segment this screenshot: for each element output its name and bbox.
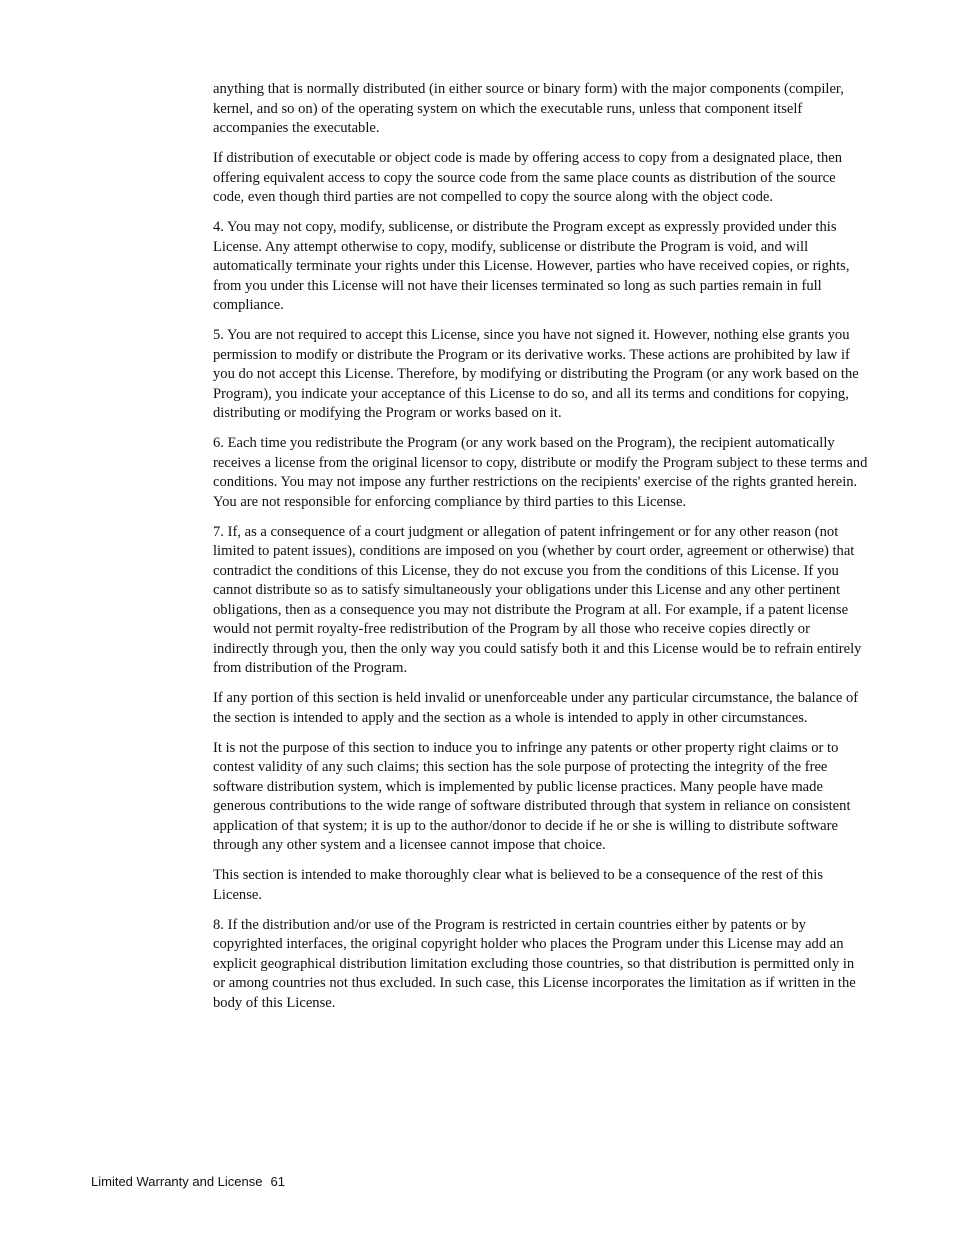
- paragraph-section-7-purpose: It is not the purpose of this section to induce you to infringe any patents or other property right claims or to contest validity of any such claims; this section has the sole purpose of protecting the integrity of the free software distribution system, which is implemented by public license practices. Many people have made generous contributions to the wide range of software distributed through that system in reliance on consistent application of that system; it is up to the author/donor to decide if he or she is willing to distribute software through any other system and a licensee cannot impose that choice.: [213, 739, 851, 853]
- paragraph-continuation: anything that is normally distributed (in either source or binary form) with the major components (compiler, kernel, and so on) of the operating system on which the executable runs, unless that component itself accompanies the executable.: [213, 81, 844, 136]
- paragraph-object-code-distribution: If distribution of executable or object code is made by offering access to copy from a designated place, then offering equivalent access to copy the source code from the same place counts as distribution of the source code, even though third parties are not compelled to copy the source along with the object code.: [213, 150, 843, 205]
- paragraph-section-7: 7. If, as a consequence of a court judgment or allegation of patent infringement or for any other reason (not limited to patent issues), conditions are imposed on you (whether by court order, agreement or otherwise) that contradict the conditions of this License, they do not excuse you from the conditions of this License. If you cannot distribute so as to satisfy simultaneously your obligations under this License and any other pertinent obligations, then as a consequence you may not distribute the Program at all. For example, if a patent license would not permit royalty-free redistribution of the Program by all those who receive copies directly or indirectly through you, then the only way you could satisfy both it and this License would be to refrain entirely from distribution of the Program.: [213, 523, 862, 676]
- paragraph-section-7-clarification: This section is intended to make thoroughly clear what is believed to be a consequence of the rest of this License.: [213, 867, 823, 903]
- paragraph-section-7-invalid-portion: If any portion of this section is held invalid or unenforceable under any particular circumstance, the balance of the section is intended to apply and the section as a whole is intended to apply in other circumstances.: [213, 690, 859, 726]
- paragraph-section-5: 5. You are not required to accept this License, since you have not signed it. However, nothing else grants you permission to modify or distribute the Program or its derivative works. These actions are prohibited by law if you do not accept this License. Therefore, by modifying or distributing the Program (or any work based on the Program), you indicate your acceptance of this License to do so, and all its terms and conditions for copying, distributing or modifying the Program or works based on it.: [213, 327, 859, 421]
- paragraph-section-8: 8. If the distribution and/or use of the Program is restricted in certain countries either by patents or by copyrighted interfaces, the original copyright holder who places the Program under this License may add an explicit geographical distribution limitation excluding those countries, so that distribution is permitted only in or among countries not thus excluded. In such case, this License incorporates the limitation as if written in the body of this License.: [213, 916, 856, 1011]
- footer-section-title: Limited Warranty and License: [91, 1174, 263, 1189]
- footer-page-number: 61: [270, 1174, 285, 1189]
- paragraph-section-4: 4. You may not copy, modify, sublicense, or distribute the Program except as expressly provided under this License. Any attempt otherwise to copy, modify, sublicense or distribute the Program is void, and will automatically terminate your rights under this License. However, parties who have received copies, or rights, from you under this License will not have their licenses terminated so long as such parties remain in full compliance.: [213, 219, 850, 313]
- document-body: [213, 80, 869, 1024]
- paragraph-section-6: 6. Each time you redistribute the Program (or any work based on the Program), the recipient automatically receives a license from the original licensor to copy, distribute or modify the Program subject to these terms and conditions. You may not impose any further restrictions on the recipients' exercise of the rights granted herein. You are not responsible for enforcing compliance by third parties to this License.: [213, 435, 868, 510]
- page-footer: [91, 1173, 285, 1191]
